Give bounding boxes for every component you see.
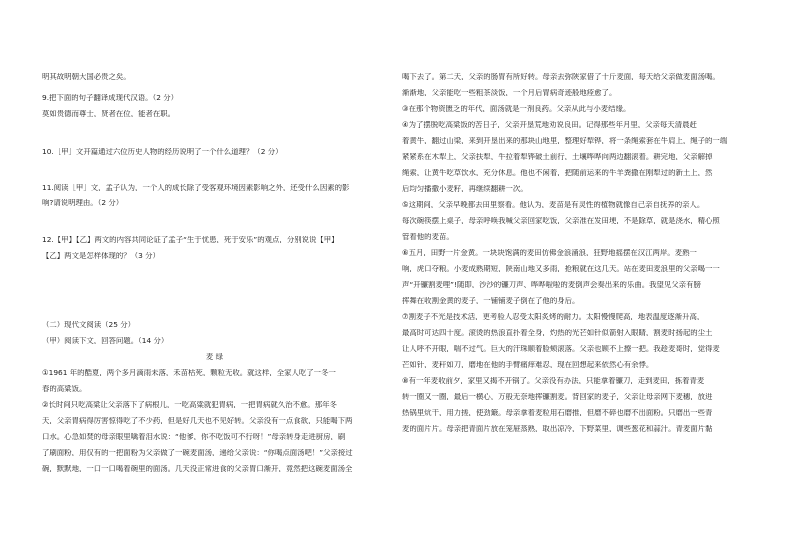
text-line: 声“开镰割麦哩”!随即，沙沙的镰刀声、哗哗啦啦的麦倒声会奏出来的乐曲。我望见父亲有膀 xyxy=(402,281,701,289)
text-line: 热锅里炕干，用力搓，使劲簸。母亲拿着麦粒用石磨推，但磨不碎也磨不出面粉。只磨出一些青 xyxy=(402,409,713,417)
text-line: 绳索，让黄牛吃草饮水，充分休息。他也不闲着，把随前运来的牛羊粪撒在刚犁过的新土上，然 xyxy=(402,169,713,177)
text-line: 响，虎口夺粮。小麦成熟期短，陕南山地又多雨，抢粮就在这几天。站在麦田麦浪里的父亲喝一一 xyxy=(402,265,720,273)
text-line: ⑦割麦子不光是技术活，更考验人忍受太阳炙烤的耐力。太阳慢慢爬高，地表温度逐渐升高， xyxy=(402,313,705,321)
text-line: ⑤这期间，父亲早晚都去田里察看。他认为，麦苗是有灵性的植物就像自己亲自抚养的亲人。 xyxy=(402,201,705,209)
question-11-line1: 11.阅读［甲］文，孟子认为，一个人的成长除了受客观环境因素影响之外，还受什么因素的影 xyxy=(42,184,350,192)
paragraph-1-line1: ①1961 年的酷夏，两个多月滴雨未落，禾苗枯死，颗粒无收。就这样，全家人吃了一冬一 xyxy=(42,369,336,377)
question-9: 9.把下面的句子翻译成现代汉语。（2 分） xyxy=(42,94,179,102)
text-line: 后均匀播撒小麦籽，再继续翻耕一次。 xyxy=(402,185,528,193)
text-line: 麦的面片片。母亲把青面片放在笼屉蒸熟，取出凉冷，下野菜里，调些葱花和蒜汁。青麦面片黏 xyxy=(402,425,713,433)
text-line: 转一圈又一圈，最后一横心，万般无奈地挥镰割麦。背回家的麦子，父亲让母亲网下麦穗，放进 xyxy=(402,393,713,401)
text-line: 每次碗筷摆上桌子，母亲呼唤我喊父亲回家吃饭，父亲准在发田埂，不是除草，就是浇水，精心照 xyxy=(402,217,720,225)
text-line: 紧紧系在木犁上，父亲扶犁，牛拉着犁铧破土前行，土壤哗哗向两边翻滚着。耕完地，父亲解掉 xyxy=(402,153,713,161)
text-line: 管着他的麦苗。 xyxy=(402,233,454,241)
text-line: 喝下去了。第二天，父亲的肠胃有所好转。母亲去弥陕家借了十斤麦面，每天给父亲做麦面汤喝。 xyxy=(402,73,720,81)
section-subheading: （甲）阅读下文，回答问题。（14 分） xyxy=(42,337,169,345)
text-line: ④为了摆脱吃高粱饭的苦日子，父亲开垦荒地劝说良田。记得那些年月里，父亲每天清晨赶 xyxy=(402,121,697,129)
paragraph-2-line3: 口水。心急如焚的母亲眼里噙着泪水说：“他爹，你不吃饭可不行呀！”母亲转身走进厨房，刷 xyxy=(42,433,346,441)
text-line: ⑥五月，田野一片金黄。一块块饱满的麦田仿佛金浪涌浪，狂野地摇摆在汉江两岸。麦熟一 xyxy=(402,249,697,257)
section-heading: （二）现代文阅读（25 分） xyxy=(42,321,136,329)
passage-closing-line: 明其故明朝大国必贵之矣。 xyxy=(42,73,131,81)
text-line: 最高时可达四十度。滚烫的热浪直扑着全身，灼热的光芒如针似箭射入眼睛，割麦时扬起的尘土 xyxy=(402,329,713,337)
paragraph-2-line5: 碗，默默地，一口一口喝着碗里的面汤。几天没正常进食的父亲胃口渐开，竟然把这碗麦面汤全 xyxy=(42,465,353,473)
text-line: 挥舞在收割金黄的麦子，一铺铺麦子倒在了他的身后。 xyxy=(402,297,580,305)
question-11-line2: 响?请说明理由。（2 分） xyxy=(42,199,124,207)
text-line: 让人呼不开眼，喘不过气。巨大的汗珠顺着脸颊滚落。父亲也顾不上擦一把。我趁麦哥时，觉得麦 xyxy=(402,345,720,353)
paragraph-2-line2: 天，父亲胃病得厉害惊得吃了不少药，但是好几天也不见好转。父亲没有一点食欲，只能喝下两 xyxy=(42,417,353,425)
paragraph-1-line2: 春的高粱饭。 xyxy=(42,385,87,393)
paragraph-2-line4: 了刷面粉，用仅有的一把面粉为父亲做了一碗麦面汤，递给父亲说：“你喝点面汤吧！”父亲接过 xyxy=(42,449,353,457)
text-line: 着黄牛，翻过山梁，来到开垦出来的那块山地里，整理好犁铧，将一条绳索套在牛肩上，绳子的一端 xyxy=(402,137,728,145)
paragraph-2-line1: ②长时间只吃高粱让父亲落下了病根儿，一吃高粱就犯胃病，一把胃病就久治不愈。那年冬 xyxy=(42,401,337,409)
question-12-line2: 【乙】两文是怎样体现的？（3 分） xyxy=(42,252,160,260)
question-10: 10.［甲］文开篇通过六位历史人物的经历说明了一个什么道理？（2 分） xyxy=(42,148,283,156)
text-line: ③在那个物资匮乏的年代，面汤就是一剂良药。父亲从此与小麦结缘。 xyxy=(402,105,631,113)
question-9-sentence: 莫如贵德而尊士，贤者在位，能者在职。 xyxy=(42,110,176,118)
text-line: 渐渐地，父亲能吃一些粗茶淡饭，一个月后胃病奇迹般地痊愈了。 xyxy=(402,89,617,97)
essay-title: 麦 绿 xyxy=(205,353,224,361)
text-line: 芒如针，麦秆如刀，磨地在他的手臂痛痒难忍，现在回想起来依然心有余悸。 xyxy=(402,361,654,369)
text-line: ⑧有一年麦收前夕，家里又揭不开锅了。父亲没有办法，只能拿着镰刀，走到麦田，拣着青麦 xyxy=(402,377,705,385)
question-12-line1: 12.【甲】【乙】两文的内容共同论证了孟子“生于忧患，死于安乐”的观点，分别说说【甲】 xyxy=(42,236,339,244)
